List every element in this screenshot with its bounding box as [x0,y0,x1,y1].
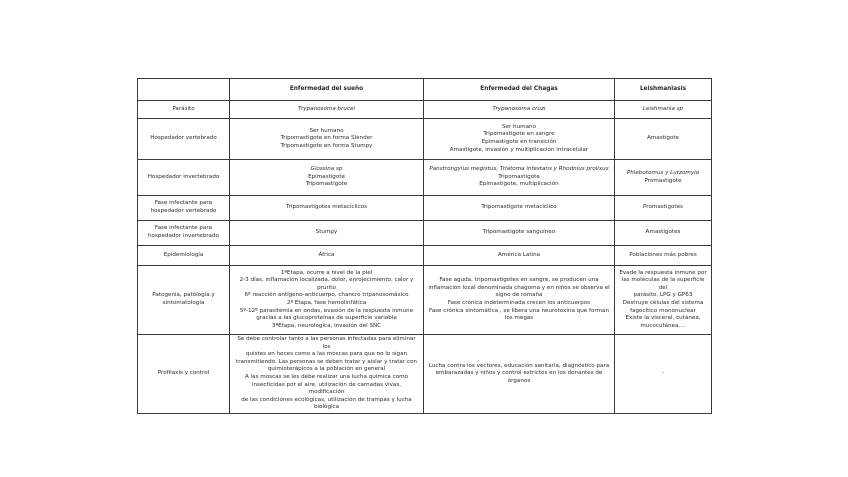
cell-invertebrate-sleeping: Glossina sp Epimastigote Tripomastigote [230,160,424,196]
cell-epidemiology-sleeping: África [230,246,424,266]
cell-infective-vertebrate-sleeping: Tripomastigotes metacíclicos [230,196,424,221]
cell-pathogenesis-leish: Evade la respuesta inmune por las moléculas de la superficie del parásito, LPG y GP63 Destruye células del sistema fagocítico mononuclear Existe la visceral, cutánea, mucocutánea.... [615,266,712,335]
header-sleeping-sickness: Enfermedad del sueño [230,79,424,101]
cell-epidemiology-chagas: América Latina [424,246,615,266]
row-label-prophylaxis: Profilaxis y control [138,335,230,414]
table-row [138,101,712,119]
cell-infective-invertebrate-chagas: Tripomastigote sanguíneo [424,221,615,246]
header-corner-cell [138,79,230,101]
table-row [138,335,712,414]
header-leishmaniasis: Leishmaniasis [615,79,712,101]
comparison-table [137,78,712,414]
row-label-epidemiology: Epidemiología [138,246,230,266]
table-row [138,196,712,221]
row-label-vertebrate-host: Hospedador vertebrado [138,119,230,160]
cell-infective-invertebrate-sleeping: Stumpy [230,221,424,246]
table-row [138,160,712,196]
cell-prophylaxis-leish: - [615,335,712,414]
cell-infective-vertebrate-leish: Promastigotes [615,196,712,221]
cell-infective-vertebrate-chagas: Tripomastigote metacíclico [424,196,615,221]
table-row [138,266,712,335]
row-label-infective-invertebrate: Fase infectante para hospedador invertebrado [138,221,230,246]
cell-pathogenesis-chagas: Fase aguda, tripomastigotes en sangre, se producen una inflamación local denominada chagoma y en niños se observa el signo de romaña Fase crónica indeterminada crecen los anticuerpos Fase crónica sintomática , se libera una neurotoxina que forman los megas [424,266,615,335]
table-row [138,246,712,266]
cell-vertebrate-leish: Amastigote [615,119,712,160]
cell-invertebrate-leish: Phlebotomus y Lutzomyia Promastigote [615,160,712,196]
row-label-parasite: Parásito [138,101,230,119]
table-row [138,221,712,246]
cell-parasite-sleeping: Trypanosoma brucei [230,101,424,119]
cell-invertebrate-chagas: Panstrongylus megistus, Triatoma infestans y Rhodnius prolixus Tripomastigote Epimastigote, multiplicación [424,160,615,196]
cell-vertebrate-chagas: Ser humano Tripomastigote en sangre Epimastigote en transición Amastigote, invasión y multiplicación intracelular [424,119,615,160]
cell-pathogenesis-sleeping: 1ªEtapa, ocurre a nivel de la piel 2-3 días, inflamación localizada, dolor, enrojecimiento, calor y prurito 6º reacción antígeno-anticuerpo, chancro tripanosomásico 2ª Etapa, fase hemolinfática 5º-12º parasitemia en ondas, evasión de la respuesta inmune gracias a las glucoproteínas de superficie variable 3ªEtapa, neurológica, invasión del SNC [230,266,424,335]
cell-infective-invertebrate-leish: Amastigotes [615,221,712,246]
row-label-invertebrate-host: Hospedador invertebrado [138,160,230,196]
cell-epidemiology-leish: Poblaciones más pobres [615,246,712,266]
row-label-pathogenesis: Patogenia, patología y sintomatología [138,266,230,335]
row-label-infective-vertebrate: Fase infectante para hospedador vertebrado [138,196,230,221]
cell-parasite-leish: Leishmania sp [615,101,712,119]
cell-prophylaxis-chagas: Lucha contra los vectores, educación sanitaria, diagnóstico para embarazadas y niños y control estrictos en los donantes de órganos [424,335,615,414]
cell-vertebrate-sleeping: Ser humano Tripomastigote en forma Slender Tripomastigote en forma Stumpy [230,119,424,160]
table-row [138,119,712,160]
header-chagas: Enfermedad del Chagas [424,79,615,101]
header-row [138,79,712,101]
cell-prophylaxis-sleeping: Se debe controlar tanto a las personas infectadas para eliminar los quistes en heces como a las moscas para que no lo sigan transmitiendo. Las personas se deben tratar y aislar y tratar con quimioterápicos a la población en general A las moscas se les debe realizar una lucha química como insecticidas por el aire, utilización de carnadas vivas, modificación de las condiciones ecológicas, utilización de trampas y lucha biológica [230,335,424,414]
cell-parasite-chagas: Trypanosoma cruzi [424,101,615,119]
